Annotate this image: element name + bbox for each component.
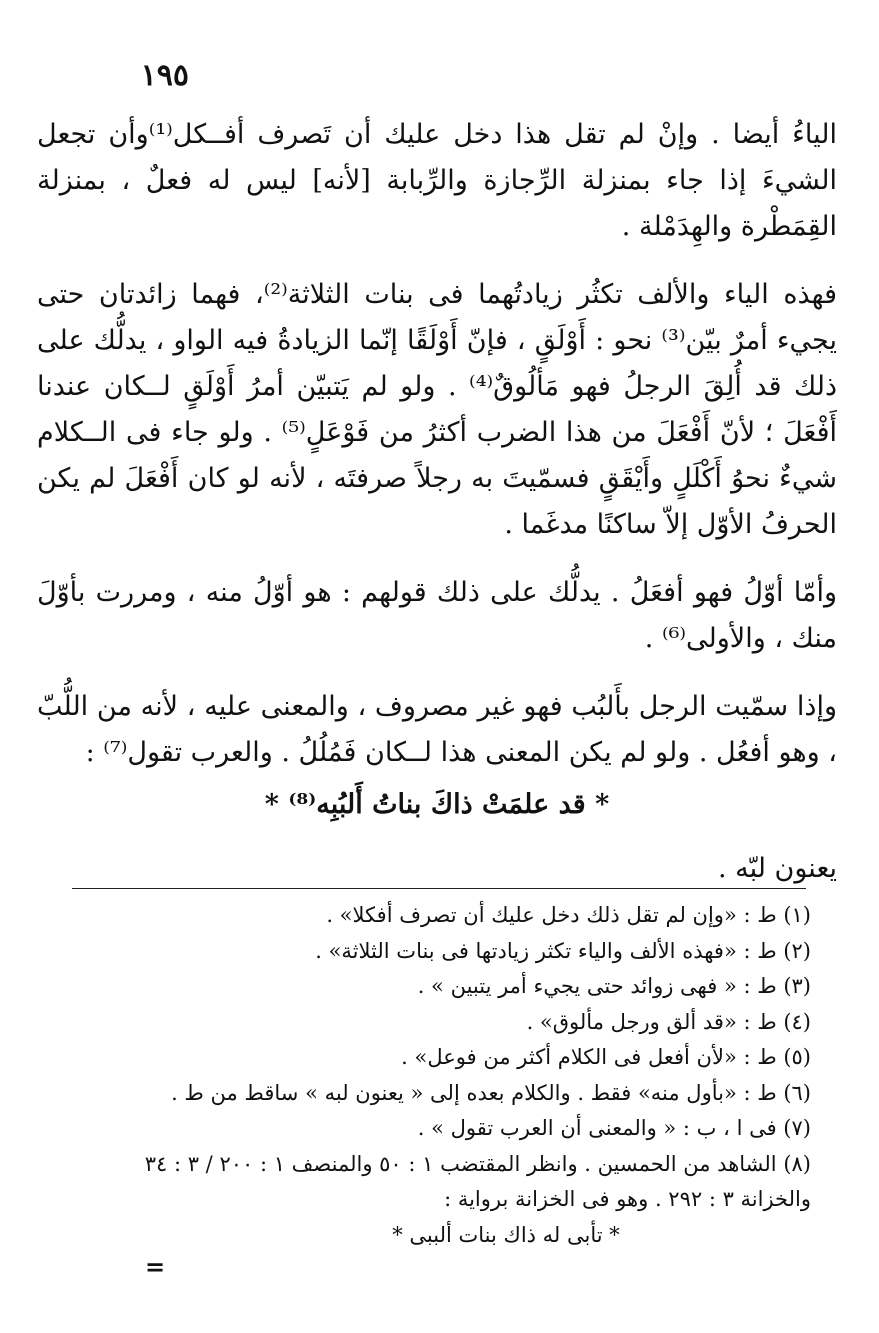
paragraph-1: الياءُ أيضا . وإنْ لم تقل هذا دخل عليك أن تَصرف أفــكل⁽¹⁾وأن تجعل الشيءَ إذا جاء بمنزلة الرِّجازة والرِّبابة [لأنه] ليس له فعلٌ ، بمنزلة القِمَطْرة والهِدَمْلة . xyxy=(37,119,837,242)
paragraph-3: وأمّا أوّلُ فهو أفعَلُ . يدلُّك على ذلك قولهم : هو أوّلُ منه ، ومررت بأوّلَ منك ، والأولى⁽⁶⁾ . xyxy=(37,577,837,654)
footnote-4: (٤) ط : «قد ألق ورجل مألوق» . xyxy=(526,1009,811,1034)
footnote-8: (٨) الشاهد من الحمسين . وانظر المقتضب ١ : ٥٠ والمنصف ١ : ٢٠٠ / ٣ : ٣٤ والخزانة ٣ : ٢٩٢ . وهو فى الخزانة برواية : xyxy=(144,1151,811,1211)
page-number: ١٩٥ xyxy=(140,58,189,93)
continuation-mark: = xyxy=(145,1252,166,1281)
footnote-5: (٥) ط : «لأن أفعل فى الكلام أكثر من فوعل» . xyxy=(401,1045,811,1069)
footnotes xyxy=(71,898,811,1253)
footnote-6: (٦) ط : «بأول منه» فقط . والكلام بعده إلى « يعنون لبه » ساقط من ط . xyxy=(171,1080,811,1105)
verse-line: * قد علمَتْ ذاكَ بناتُ أَلبُبِه⁽⁸⁾ * xyxy=(264,789,610,820)
paragraph-2: فهذه الياء والألف تكثُر زيادتُهما فى بنات الثلاثة⁽²⁾، فهما زائدتان حتى يجيء أمرٌ بيّن⁽³⁾ نحو : أَوْلَقٍ ، فإنّ أَوْلَقًا إنّما الزيادةُ فيه الواو ، يدلُّك على ذلك قد أُلِقَ الرجلُ فهو مَألُوقٌ⁽⁴⁾ . ولو لم يَتبيّن أمرُ أَوْلَقٍ لــكان عندنا أَفْعَلَ ؛ لأنّ أَفْعَلَ من هذا الضرب أكثرُ من فَوْعَلٍ⁽⁵⁾ . ولو جاء فى الــكلام شيءٌ نحوُ أَكْلَلٍ وأَيْقَقٍ فسمّيتَ به رجلاً صرفتَه ، لأنه لو كان أَفْعَلَ لم يكن الحرفُ الأوّل إلاّ ساكنًا مدغَما . xyxy=(37,279,838,540)
footnote-verse: * تأبى له ذاك بنات ألببى * xyxy=(392,1222,620,1247)
closing-line: يعنون لبّه . xyxy=(717,853,837,884)
paragraph-4: وإذا سمّيت الرجل بأَلبُب فهو غير مصروف ، والمعنى عليه ، لأنه من اللُّبّ ، وهو أفعُل . ولو لم يكن المعنى هذا لــكان فَمُلُلُ . والعرب تقول⁽⁷⁾ : xyxy=(37,691,837,768)
main-text xyxy=(37,112,837,892)
footnote-7: (٧) فى ا ، ب : « والمعنى أن العرب تقول » . xyxy=(417,1116,811,1140)
footnote-1: (١) ط : «وإن لم تقل ذلك دخل عليك أن تصرف أفكلا» . xyxy=(326,903,811,927)
footnote-2: (٢) ط : «فهذه الألف والياء تكثر زيادتها فى بنات الثلاثة» . xyxy=(315,938,811,963)
footnote-divider xyxy=(72,888,806,889)
footnote-3: (٣) ط : « فهى زوائد حتى يجيء أمر يتبين » . xyxy=(417,974,811,998)
